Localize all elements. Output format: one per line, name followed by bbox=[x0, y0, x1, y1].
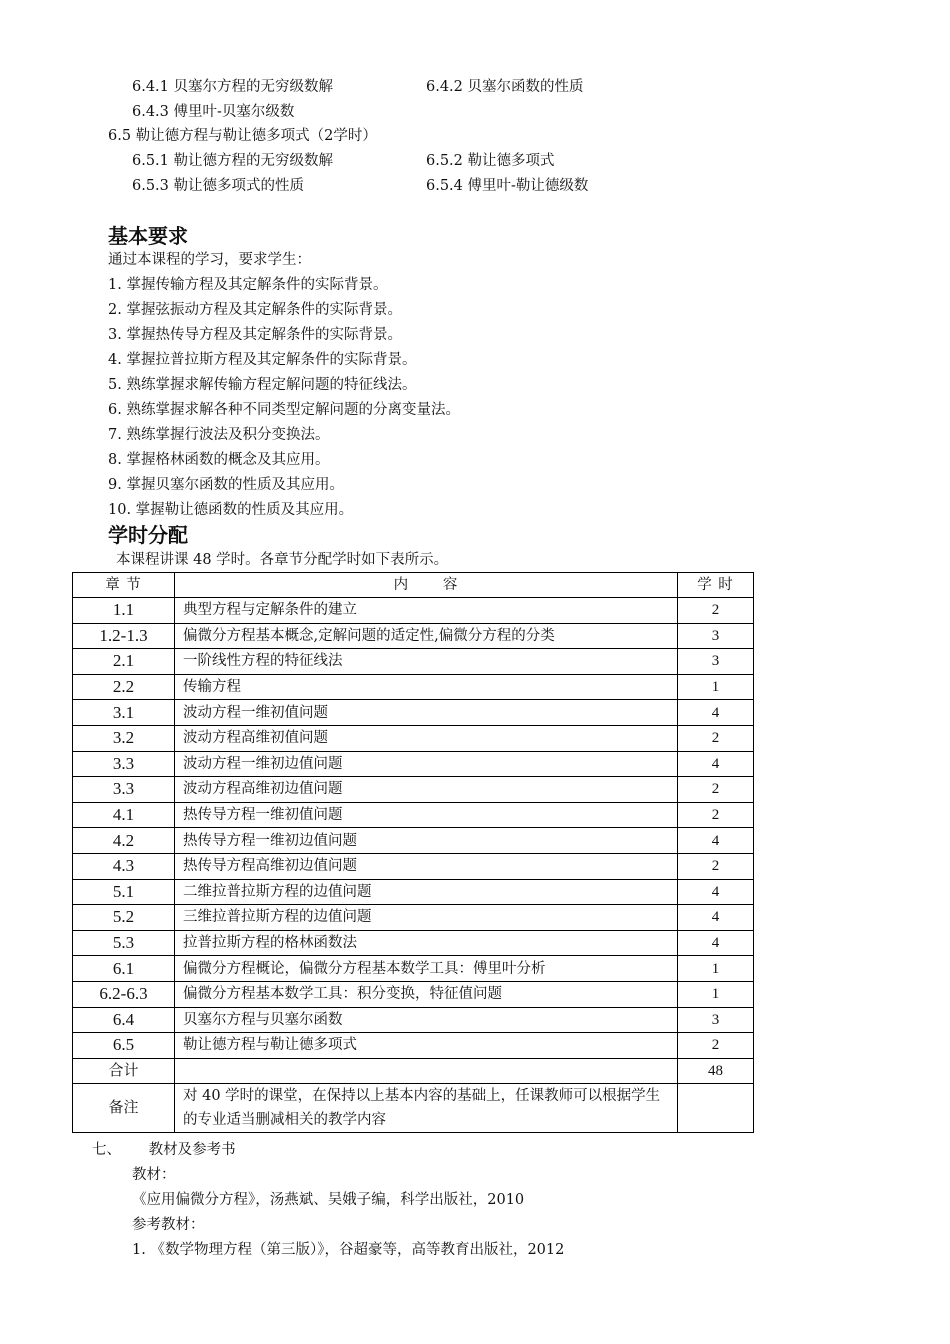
row-hours: 1 bbox=[678, 981, 754, 1007]
reference-label: 参考教材： bbox=[132, 1217, 205, 1233]
toc-6-4-1: 6.4.1 贝塞尔方程的无穷级数解 bbox=[132, 79, 334, 95]
requirement-item: 3. 掌握热传导方程及其定解条件的实际背景。 bbox=[108, 327, 402, 343]
table-row bbox=[73, 751, 754, 777]
row-hours: 2 bbox=[678, 777, 754, 803]
table-row bbox=[73, 598, 754, 624]
requirement-item: 4. 掌握拉普拉斯方程及其定解条件的实际背景。 bbox=[108, 352, 417, 368]
table-row bbox=[73, 1033, 754, 1059]
total-label: 合计 bbox=[73, 1058, 175, 1084]
requirement-item: 5. 熟练掌握求解传输方程定解问题的特征线法。 bbox=[108, 377, 417, 393]
row-section: 6.2-6.3 bbox=[73, 981, 175, 1007]
table-row bbox=[73, 956, 754, 982]
table-row bbox=[73, 649, 754, 675]
row-section: 2.2 bbox=[73, 674, 175, 700]
row-content: 热传导方程高维初边值问题 bbox=[175, 853, 678, 879]
total-hours: 48 bbox=[678, 1058, 754, 1084]
hours-table bbox=[72, 572, 754, 1133]
table-row bbox=[73, 623, 754, 649]
row-content: 典型方程与定解条件的建立 bbox=[175, 598, 678, 624]
requirement-item: 10. 掌握勒让德函数的性质及其应用。 bbox=[108, 502, 354, 518]
requirement-item: 2. 掌握弦振动方程及其定解条件的实际背景。 bbox=[108, 302, 402, 318]
table-row bbox=[73, 725, 754, 751]
requirement-item: 7. 熟练掌握行波法及积分变换法。 bbox=[108, 427, 330, 443]
row-section: 3.3 bbox=[73, 751, 175, 777]
allocation-intro: 本课程讲课 48 学时。各章节分配学时如下表所示。 bbox=[116, 552, 449, 568]
allocation-heading: 学时分配 bbox=[108, 523, 188, 547]
row-hours: 2 bbox=[678, 725, 754, 751]
row-hours: 4 bbox=[678, 751, 754, 777]
requirements-heading: 基本要求 bbox=[108, 224, 188, 248]
header-hours: 学 时 bbox=[678, 573, 754, 598]
row-content: 波动方程高维初边值问题 bbox=[175, 777, 678, 803]
table-row bbox=[73, 1007, 754, 1033]
row-hours: 3 bbox=[678, 623, 754, 649]
row-content: 热传导方程一维初值问题 bbox=[175, 802, 678, 828]
toc-6-5-1: 6.5.1 勒让德方程的无穷级数解 bbox=[132, 153, 334, 169]
row-content: 偏微分方程基本概念,定解问题的适定性,偏微分方程的分类 bbox=[175, 623, 678, 649]
row-hours: 4 bbox=[678, 700, 754, 726]
toc-6-4-2: 6.4.2 贝塞尔函数的性质 bbox=[426, 79, 584, 95]
row-content: 热传导方程一维初边值问题 bbox=[175, 828, 678, 854]
row-content: 勒让德方程与勒让德多项式 bbox=[175, 1033, 678, 1059]
requirement-item: 9. 掌握贝塞尔函数的性质及其应用。 bbox=[108, 477, 344, 493]
row-hours: 2 bbox=[678, 598, 754, 624]
table-header-row bbox=[73, 573, 754, 598]
row-section: 6.1 bbox=[73, 956, 175, 982]
row-section: 1.1 bbox=[73, 598, 175, 624]
toc-6-5-4: 6.5.4 傅里叶-勒让德级数 bbox=[426, 178, 589, 194]
table-row bbox=[73, 981, 754, 1007]
toc-6-5-2: 6.5.2 勒让德多项式 bbox=[426, 153, 555, 169]
note-row bbox=[73, 1084, 754, 1133]
total-row bbox=[73, 1058, 754, 1084]
row-hours: 1 bbox=[678, 674, 754, 700]
table-row bbox=[73, 674, 754, 700]
row-hours: 2 bbox=[678, 802, 754, 828]
requirements-intro: 通过本课程的学习，要求学生： bbox=[108, 252, 311, 268]
row-content: 三维拉普拉斯方程的边值问题 bbox=[175, 905, 678, 931]
row-section: 6.5 bbox=[73, 1033, 175, 1059]
row-content: 贝塞尔方程与贝塞尔函数 bbox=[175, 1007, 678, 1033]
row-content: 波动方程高维初值问题 bbox=[175, 725, 678, 751]
table-row bbox=[73, 905, 754, 931]
row-hours: 4 bbox=[678, 828, 754, 854]
row-section: 5.1 bbox=[73, 879, 175, 905]
row-section: 3.2 bbox=[73, 725, 175, 751]
row-section: 3.3 bbox=[73, 777, 175, 803]
requirement-item: 1. 掌握传输方程及其定解条件的实际背景。 bbox=[108, 277, 388, 293]
header-content: 内 容 bbox=[175, 573, 678, 598]
row-hours: 4 bbox=[678, 905, 754, 931]
table-row bbox=[73, 853, 754, 879]
row-section: 5.3 bbox=[73, 930, 175, 956]
textbooks-heading: 七、 教材及参考书 bbox=[92, 1142, 236, 1158]
row-content: 偏微分方程概论，偏微分方程基本数学工具：傅里叶分析 bbox=[175, 956, 678, 982]
note-label: 备注 bbox=[73, 1084, 175, 1133]
row-section: 5.2 bbox=[73, 905, 175, 931]
total-content bbox=[175, 1058, 678, 1084]
table-row bbox=[73, 700, 754, 726]
row-section: 4.1 bbox=[73, 802, 175, 828]
toc-6-5-3: 6.5.3 勒让德多项式的性质 bbox=[132, 178, 305, 194]
toc-6-5: 6.5 勒让德方程与勒让德多项式（2学时） bbox=[108, 128, 377, 144]
row-content: 偏微分方程基本数学工具：积分变换，特征值问题 bbox=[175, 981, 678, 1007]
row-hours: 4 bbox=[678, 930, 754, 956]
row-hours: 3 bbox=[678, 1007, 754, 1033]
row-hours: 1 bbox=[678, 956, 754, 982]
table-row bbox=[73, 777, 754, 803]
row-content: 波动方程一维初值问题 bbox=[175, 700, 678, 726]
row-content: 传输方程 bbox=[175, 674, 678, 700]
toc-6-4-3: 6.4.3 傅里叶-贝塞尔级数 bbox=[132, 104, 295, 120]
row-section: 4.3 bbox=[73, 853, 175, 879]
table-row bbox=[73, 828, 754, 854]
row-content: 一阶线性方程的特征线法 bbox=[175, 649, 678, 675]
row-section: 1.2-1.3 bbox=[73, 623, 175, 649]
row-content: 拉普拉斯方程的格林函数法 bbox=[175, 930, 678, 956]
note-hours bbox=[678, 1084, 754, 1133]
requirement-item: 8. 掌握格林函数的概念及其应用。 bbox=[108, 452, 330, 468]
table-row bbox=[73, 802, 754, 828]
textbook-label: 教材： bbox=[132, 1167, 176, 1183]
row-content: 波动方程一维初边值问题 bbox=[175, 751, 678, 777]
reference-item: 1. 《数学物理方程（第三版）》，谷超豪等，高等教育出版社，2012 bbox=[132, 1242, 565, 1258]
row-section: 2.1 bbox=[73, 649, 175, 675]
row-section: 4.2 bbox=[73, 828, 175, 854]
table-row bbox=[73, 879, 754, 905]
row-hours: 2 bbox=[678, 853, 754, 879]
requirement-item: 6. 熟练掌握求解各种不同类型定解问题的分离变量法。 bbox=[108, 402, 460, 418]
textbook-main: 《应用偏微分方程》，汤燕斌、吴娥子编，科学出版社，2010 bbox=[132, 1192, 525, 1208]
row-hours: 2 bbox=[678, 1033, 754, 1059]
row-content: 二维拉普拉斯方程的边值问题 bbox=[175, 879, 678, 905]
row-section: 6.4 bbox=[73, 1007, 175, 1033]
row-section: 3.1 bbox=[73, 700, 175, 726]
note-content: 对 40 学时的课堂，在保持以上基本内容的基础上，任课教师可以根据学生的专业适当删减相关的教学内容 bbox=[175, 1084, 678, 1133]
row-hours: 3 bbox=[678, 649, 754, 675]
table-row bbox=[73, 930, 754, 956]
row-hours: 4 bbox=[678, 879, 754, 905]
header-section: 章 节 bbox=[73, 573, 175, 598]
